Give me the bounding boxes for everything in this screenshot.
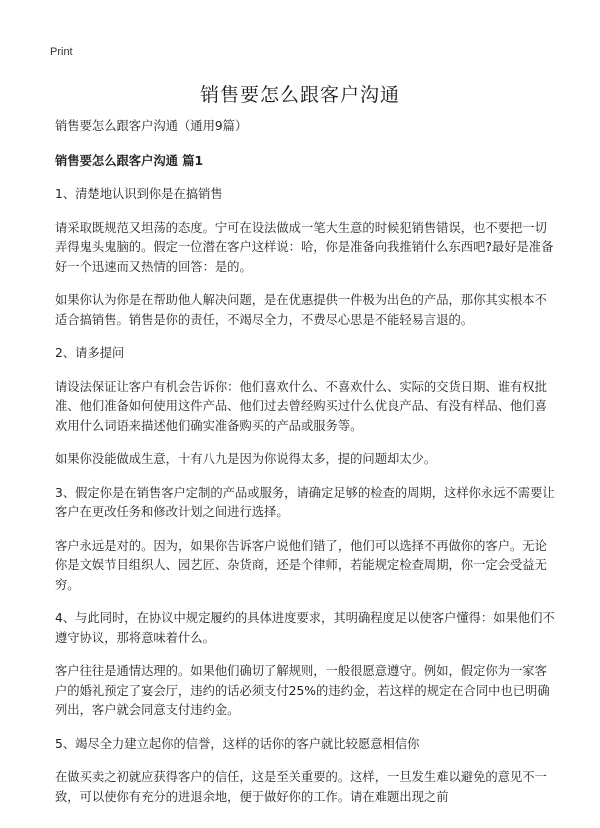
page-title: 销售要怎么跟客户沟通 <box>199 84 400 106</box>
paragraph: 请采取既规范又坦荡的态度。宁可在设法做成一笔大生意的时候犯销售错误，也不要把一切弄得鬼头鬼脑的。假定一位潜在客户这样说：哈，你是准备向我推销什么东西吧?最好是准备好一个迅速而又热情的回答：是的。 <box>55 220 554 274</box>
paragraph: 在做买卖之初就应获得客户的信任，这是至关重要的。这样，一旦发生难以避免的意见不一致，可以使你有充分的进退余地，便于做好你的工作。请在难题出现之前 <box>55 770 547 804</box>
paragraph: 如果你没能做成生意，十有八九是因为你说得太多，提的问题却太少。 <box>55 452 437 466</box>
paragraph: 如果你认为你是在帮助他人解决问题，是在优惠提供一件极为出色的产品，那你其实根本不适合搞销售。销售是你的责任，不竭尽全力，不费尽心思是不能轻易言退的。 <box>55 293 547 327</box>
section-heading: 销售要怎么跟客户沟通 篇1 <box>55 153 204 168</box>
paragraph: 4、与此同时，在协议中规定履约的具体进度要求，其明确程度足以使客户懂得：如果他们不遵守协议，那将意味着什么。 <box>55 611 555 645</box>
paragraph: 客户永远是对的。因为，如果你告诉客户说他们错了，他们可以选择不再做你的客户。无论你是文娱节目组织人、园艺匠、杂货商，还是个律师，若能规定检查周期，你一定会受益无穷。 <box>55 538 547 592</box>
paragraph: 2、请多提问 <box>55 346 125 360</box>
document-body <box>55 117 555 821</box>
paragraph: 1、清楚地认识到你是在搞销售 <box>55 187 223 201</box>
paragraph: 3、假定你是在销售客户定制的产品或服务，请确定足够的检查的周期，这样你永远不需要让客户在更改任务和修改计划之间进行选择。 <box>55 485 555 519</box>
document-subtitle: 销售要怎么跟客户沟通（通用9篇） <box>55 119 248 133</box>
paragraph: 5、竭尽全力建立起你的信誉，这样的话你的客户就比较愿意相信你 <box>55 736 420 751</box>
paragraph: 请设法保证让客户有机会告诉你：他们喜欢什么、不喜欢什么、实际的交货日期、谁有权批准、他们准备如何使用这件产品、他们过去曾经购买过什么优良产品、有没有样品、他们喜欢用什么词语来描述他们确实准备购买的产品或服务等。 <box>55 379 547 433</box>
paragraph: 客户往往是通情达理的。如果他们确切了解规则，一般很愿意遵守。例如，假定你为一家客户的婚礼预定了宴会厅，违约的话必须支付25%的违约金，若这样的规定在合同中也已明确列出，客户就会同意支付违约金。 <box>55 664 550 717</box>
print-link[interactable]: Print <box>50 46 73 58</box>
